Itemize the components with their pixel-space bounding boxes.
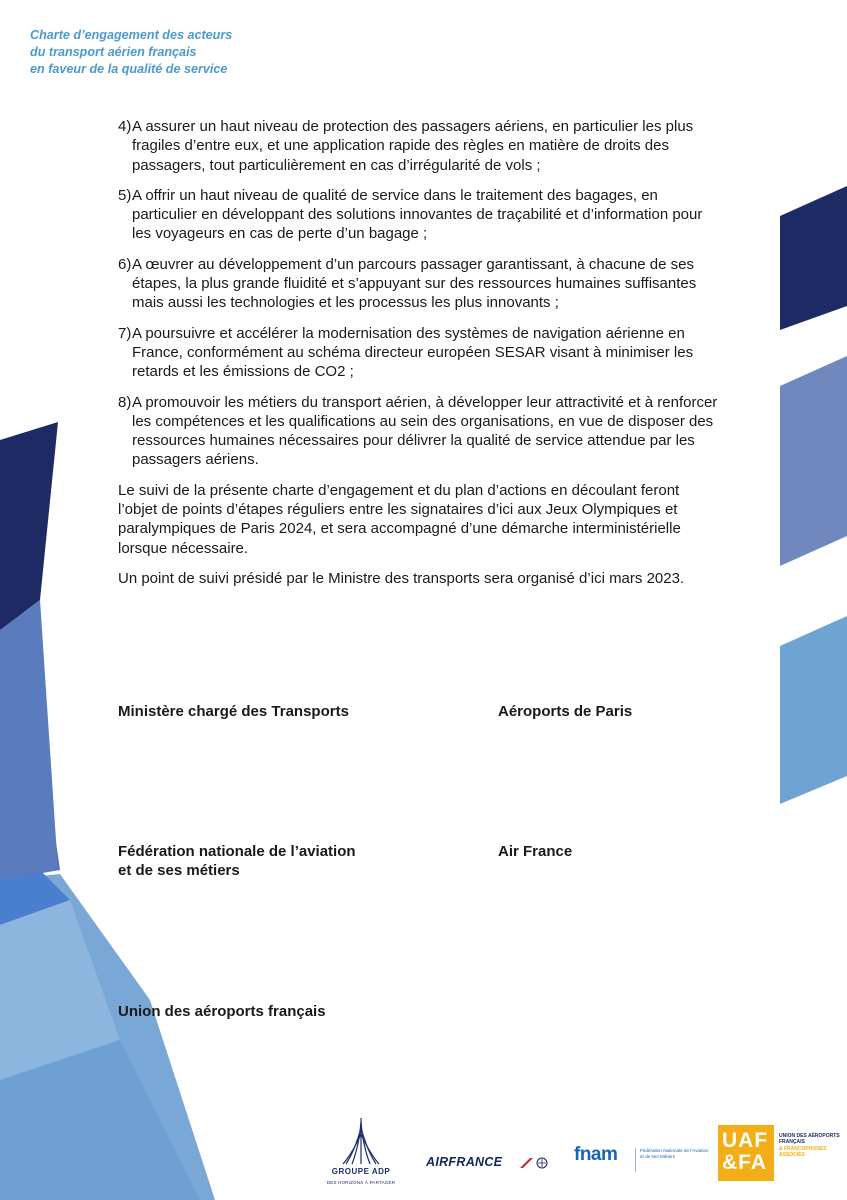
signatory-uaf [118, 1002, 326, 1021]
item-text: A assurer un haut niveau de protection des passagers aériens, en particulier les plus fragiles d’entre eux, et une application rapide des règles en matière de droits des passagers, tout particulièrement en cas d’irrégularité de vols ; [132, 118, 694, 174]
signatory-aeroports-de-paris [498, 702, 632, 721]
charter-content [118, 117, 718, 599]
groupe-adp-logo-icon [342, 1116, 380, 1166]
signatory-name-line-1: Fédération nationale de l’aviation [118, 843, 356, 860]
air-france-wordmark: AIRFRANCE [426, 1155, 503, 1169]
document-header [30, 27, 350, 78]
list-item [118, 324, 718, 382]
fnam-wordmark: fnam [574, 1144, 618, 1165]
uaf-subtitle-line-1: UNION DES AÉROPORTS FRANÇAIS [779, 1133, 840, 1146]
signatory-name-line-2: et de ses métiers [118, 862, 240, 879]
left-steel-band [0, 600, 58, 880]
right-light-shape [780, 616, 847, 804]
uaf-logo-text [722, 1130, 768, 1174]
uaf-logo-line-2: &FA [722, 1151, 767, 1174]
header-line-1: Charte d’engagement des acteurs [30, 28, 233, 42]
list-item [118, 186, 718, 244]
signatory-name: Union des aéroports français [118, 1003, 326, 1020]
header-line-2: du transport aérien français [30, 45, 197, 59]
fnam-subtitle: Fédération Nationale de l’Aviation et de ses Métiers [640, 1148, 709, 1159]
signatory-fnam [118, 842, 356, 880]
item-text: A promouvoir les métiers du transport aérien, à développer leur attractivité et à renforcer les compétences et les qualifications au sein des organisations, en vue de disposer des ressources humaines nécessaires pour délivrer la qualité de service attendue par les passagers aériens. [132, 393, 718, 469]
item-number: 4) [118, 118, 132, 135]
signatory-name: Air France [498, 843, 573, 860]
list-item [118, 117, 718, 175]
right-steel-shape [780, 356, 847, 566]
signatory-ministere [118, 702, 349, 721]
item-text: A œuvrer au développement d’un parcours passager garantissant, à chacune de ses étapes, la plus grande fluidité et s’appuyant sur des ressources humaines suffisantes mais aussi les technologies et les processus les plus innovants ; [132, 255, 697, 312]
groupe-adp-tagline: DES HORIZONS À PARTAGER [326, 1180, 396, 1185]
uaf-subtitle [779, 1133, 841, 1159]
list-item [118, 393, 718, 470]
air-france-stripe-icon [520, 1156, 550, 1170]
follow-up-paragraph: Le suivi de la présente charte d’engagement et du plan d’actions en découlant feront l’objet de points d’étapes réguliers entre les signataires d’ici aux Jeux Olympiques et paralympiques de Paris 2024, et sera accompagné d’une démarche interministérielle lorsque nécessaire. [118, 481, 681, 557]
item-text: A offrir un haut niveau de qualité de service dans le traitement des bagages, en particulier en développant des solutions innovantes de traçabilité et d’information pour les voyageurs en cas de perte d’un bagage ; [132, 186, 703, 243]
item-number: 8) [118, 393, 132, 411]
item-number: 7) [118, 324, 132, 342]
groupe-adp-wordmark: GROUPE ADP [331, 1167, 391, 1176]
uaf-subtitle-line-2: & FRANCOPHONES ASSOCIÉS [779, 1145, 827, 1159]
list-item [118, 255, 718, 313]
item-number: 5) [118, 186, 132, 204]
left-navy-band [0, 422, 58, 630]
item-number: 6) [118, 255, 132, 273]
uaf-logo-line-1: UAF [722, 1129, 769, 1152]
follow-up-point-paragraph: Un point de suivi présidé par le Ministre des transports sera organisé d’ici mars 2023. [118, 569, 685, 587]
header-line-3: en faveur de la qualité de service [30, 62, 228, 76]
signatory-name: Aéroports de Paris [498, 703, 633, 720]
right-navy-shape [780, 186, 847, 330]
signatory-air-france [498, 842, 572, 861]
fnam-divider [635, 1148, 636, 1172]
signatory-name: Ministère chargé des Transports [118, 703, 349, 720]
item-text: A poursuivre et accélérer la modernisation des systèmes de navigation aérienne en France, conformément au schéma directeur européen SESAR visant à minimiser les retards et les émissions de CO2 ; [132, 324, 694, 381]
